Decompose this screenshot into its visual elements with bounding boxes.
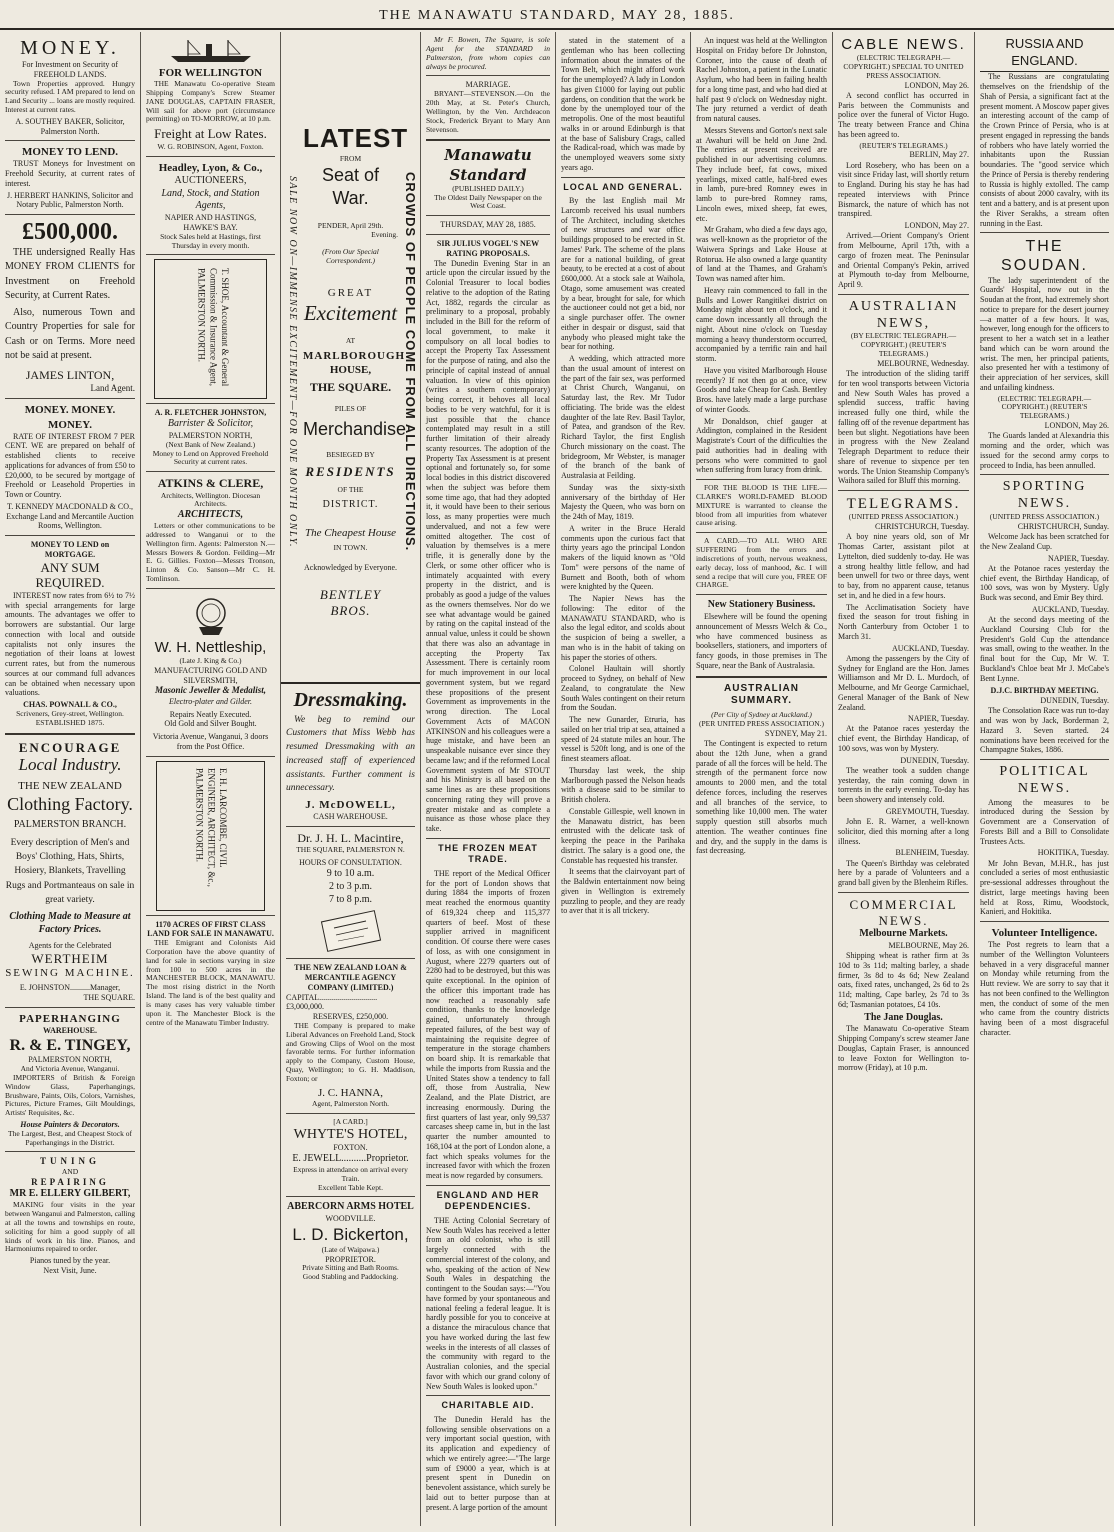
colonel: Colonel Haultain will shortly proceed to Sydney, on behalf of New Zealand, to congratulate the New South Wales contingent on their return from the Soudan.	[561, 664, 685, 713]
acres: 1170 ACRES OF FIRST CLASS LAND FOR SALE IN MANAWATU.	[147, 919, 274, 939]
atkins: ATKINS & CLERE,	[157, 476, 264, 491]
sp-auck-body: At the second days meeting of the Auckland Coursing Club for the President's Gold Cup the attendance was small, owing to the weather. In the final bout for the Cup, Mr W. T. Buckland's Chloe beat Mr J. McCabe's Bent Lynne.	[980, 615, 1109, 683]
acres-body: THE Emigrant and Colonists Aid Corporation have the above quantity of land for sale in sections varying in size from 100 to 500 acres in the MANCHESTER BLOCK, MANAWATU. The most rising district in the North Island. The land is of the best quality and is many cases has very valuable timber upon it. The Manchester Block is the centre of the Manawatu Timber Industry.	[146, 938, 275, 1027]
jewellery-icon	[181, 593, 241, 637]
column-1	[0, 32, 140, 1526]
bruce-herald: A writer in the Bruce Herald comments upon the curious fact that thirty years ago the principal London makers of the liquid known as "Old Tom" were persons of the name of Burnett and Booth, both of whom were knighted by the Queen.	[561, 523, 685, 592]
russia-body: The Russians are congratulating themselves on the friendship of the Shah of Persia, a significant fact at the present moment. A Moscow paper gives an interesting account of the camp of the Crown Prince of Persia, who is at present engaged in repressing the bands of robbers who have lately worried the inhabitants upon the Russian boundaries. The "good service which the Prince of Persia is thereby rendering to Russia is highly extolled. The camp consists of about 2000 cavalry, with its tent and a battery, and is at present upon the River Serakhs, a stream often running in the East.	[980, 72, 1109, 228]
aust-news-sub: (BY ELECTRIC TELEGRAPH.—COPYRIGHT.) (REUTER'S TELEGRAMS.)	[850, 331, 957, 359]
branch-body: Every description of Men's and Boys' Clothing, Hats, Shirts, Hosiery, Blankets, Travelling Rugs and Portmanteaus on sale in great variety.	[5, 837, 135, 905]
reserves: RESERVES, £250,000.	[312, 1012, 389, 1022]
mfg: MANUFACTURING GOLD AND SILVERSMITH,	[154, 665, 267, 685]
money-heading: MONEY.	[20, 37, 120, 59]
sporting-news: SPORTING NEWS.	[1002, 479, 1087, 512]
larcombe-card	[156, 761, 265, 911]
repairs: Repairs Neatly Executed.	[169, 709, 252, 719]
larcombe-card-text: E. H. LARCOMBE, CIVIL ENGINEER, ARCHITECT, &c., PALMERSTON NORTH.	[194, 767, 229, 887]
visiting-card-icon	[316, 908, 386, 954]
seat-of-war: Seat of War.	[321, 165, 380, 209]
tingey: R. & E. TINGEY,	[9, 1037, 131, 1055]
residents: RESIDENTS	[305, 463, 396, 479]
stationery-body: Elsewhere will be found the opening announcement of Messrs Welch & Co., who have commenced business as booksellers, stationers, and importers of fancy goods, in those premises in The Square, near the Bank of Australasia.	[696, 612, 827, 670]
soudan-sub: (ELECTRIC TELEGRAPH.—COPYRIGHT.) (REUTER'S TELEGRAMS.)	[997, 393, 1092, 421]
sp-napier: NAPIER, Tuesday.	[1047, 553, 1109, 563]
cash-warehouse: CASH WAREHOUSE.	[313, 812, 388, 822]
wertheim: WERTHEIM	[31, 950, 109, 966]
from: FROM	[339, 154, 362, 164]
donaldson: Mr Donaldson, chief gauger at Addington, complained in the Resident Magistrate's Court of the difficulties the paid authorities had in dealing with persons who were committed to gaol when suffering from luracy from drink.	[696, 416, 827, 475]
old-gold: Old Gold and Silver Bought.	[164, 719, 257, 729]
lend-heading: MONEY TO LEND.	[21, 146, 119, 159]
pownall: CHAS. POWNALL & CO.,	[23, 700, 117, 710]
linton: JAMES LINTON,	[25, 367, 115, 382]
volunteer-body: The Post regrets to learn that a number of the Wellington Volunteers behaved in a very disgraceful manner on Monday while returning from the Hutt review. We are sorry to say that it has not been confined to the Wellington men, the conduct of some of the men who came from the country districts having been of a most disgraceful character.	[980, 940, 1109, 1037]
acclimatisation: The Acclimatisation Society have fixed the season for trout fishing in North Canterbury from October 1 to March 31.	[838, 602, 969, 641]
gilbert: MR E. ELLERY GILBERT,	[9, 1188, 131, 1200]
blenheim-body: The Queen's Birthday was celebrated here by a parade of Volunteers and a grand ball given by the Blenheim Rifles.	[838, 858, 969, 888]
hankins: J. HERBERT HANKINS, Solicitor and Notary Public, Palmerston North.	[6, 190, 134, 210]
electro: Electro-plater and Gilder.	[168, 696, 253, 706]
great: GREAT	[327, 286, 374, 299]
house: HOUSE,	[329, 364, 372, 377]
at: AT	[345, 335, 356, 345]
napier-news: The Napier News has the following: The editor of the MANAWATU STANDARD, who is also the legal editor, and scolds about the suspicion of being a sweller, a man who is in the habit of taking on his paper the stories of others.	[561, 594, 685, 662]
sp-auck: AUCKLAND, Tuesday.	[1031, 604, 1109, 614]
agents: Agents for the Celebrated	[28, 940, 112, 950]
atkins-body: Letters or other communications to be addressed to Wanganui or to the Wellington firm. Agents: Palmerston N.—Messrs Bowers & Gordon. Feilding—Mr E. G. Gillies. Foxton—Messrs Tronson, Linton & Co. Sanson—Mr C. H. Tomlinson.	[146, 521, 275, 584]
masthead: THE MANAWATU STANDARD, MAY 28, 1885.	[0, 0, 1114, 30]
fletcher-note: (Next Bank of New Zealand.)	[165, 439, 256, 449]
waipawa: (Late of Waipawa.)	[321, 1244, 380, 1254]
pianos: Pianos tuned by the year.	[29, 1256, 111, 1266]
money3-heading: MONEY. MONEY. MONEY.	[24, 404, 116, 431]
architects: ARCHITECTS,	[177, 509, 244, 521]
column-4	[421, 32, 555, 1526]
nz-heading: THE NEW ZEALAND	[18, 780, 122, 793]
loan-company: THE NEW ZEALAND LOAN & MERCANTILE AGENCY COMPANY (LIMITED.)	[294, 963, 407, 992]
repairing: REPAIRING	[31, 1176, 109, 1187]
stabling: Good Stabling and Paddocking.	[302, 1272, 399, 1282]
doctor: Dr. J. H. L. Macintire,	[297, 831, 404, 846]
russia-england: RUSSIA AND ENGLAND.	[980, 36, 1109, 72]
cable-body: A second conflict has occurred in Paris between the Communists and police over the funeral of Victor Hugo. The treaty between France and China has been agreed to.	[838, 90, 969, 139]
sp-napier-body: At the Potanoe races yesterday the chief event, the Birthday Handicap, of 100 sovs, was won by Mystery. Ugly Buck was second, and Emir Bey third.	[980, 563, 1109, 603]
napier-tel: NAPIER, Tuesday.	[907, 714, 969, 724]
oldest-paper: The Oldest Daily Newspaper on the West Coast.	[434, 192, 542, 211]
aust-body: The Contingent is expected to return about the 12th June, when a grand parade of all the forces will be held. The strength of the permanent force now amounts to 2000 men, and the total defence forces, including the reserves and all branches of the service, to something like 10,000 men. The water supply question still absorbs much attention. The weather continues fine and dry, and the supply in the dams is fast decreasing.	[696, 739, 827, 856]
fletcher-loc: PALMERSTON NORTH,	[168, 430, 253, 440]
bentley-ad	[281, 32, 420, 682]
published-daily: (PUBLISHED DAILY.)	[452, 183, 524, 193]
the-square: THE SQUARE.	[309, 379, 392, 394]
auckland: AUCKLAND, Tuesday.	[891, 643, 969, 653]
marlborough: MARLBOROUGH	[303, 350, 406, 363]
warehouse: WAREHOUSE.	[42, 1026, 97, 1036]
barrister: Barrister & Solicitor,	[167, 418, 254, 430]
piles: PILES OF	[334, 403, 367, 413]
dunedin: DUNEDIN, Tuesday.	[900, 755, 969, 765]
lend-body: TRUST Moneys for Investment on Freehold Security, at current rates of interest.	[5, 159, 135, 188]
inquest: An inquest was held at the Wellington Hospital on Friday before Dr Johnston, Coroner, into the cause of death of Rachel Johnston, a patient in the Lunatic Asylum, who had been in failing health for a long time past, and who had died at half past 9 o'clock on Wednesday night. The jury returned a verdict of death from natural causes.	[696, 36, 827, 123]
dress-body: We beg to remind our Customers that Miss Webb has resumed Dressmaking with an increased staff of experienced assistants. Further comment is unnecessary.	[286, 714, 415, 794]
district: DISTRICT.	[322, 499, 379, 511]
amount-heading: £500,000.	[22, 219, 118, 246]
stock-sales: Stock Sales held at Hastings, first Thursday in every month.	[160, 231, 261, 250]
greymouth: GREYMOUTH, Tuesday.	[885, 806, 969, 816]
cable-sub: (ELECTRIC TELEGRAPH.—COPYRIGHT.) SPECIAL TO UNITED PRESS ASSOCIATION.	[843, 53, 964, 80]
mortgage: MONEY TO LEND on MORTGAGE.	[30, 540, 110, 559]
proprietor: PROPRIETOR.	[325, 1254, 376, 1264]
gilbert-body: MAKING four visits in the year between Wanganui and Palmerston, calling at all the towns and townships en route, soliciting for him a good supply of all kinds of work in his line. Pianos, and Harmoniums repaired to order.	[5, 1200, 135, 1254]
commercial-news: COMMERCIAL NEWS.	[849, 896, 958, 928]
steamer-icon	[166, 38, 256, 64]
house-painters: House Painters & Decorators.	[20, 1120, 120, 1130]
linton-role: Land Agent.	[90, 382, 135, 393]
kennedy: T. KENNEDY MACDONALD & CO., Exchange Land and Mercantile Auction Rooms, Wellington.	[6, 501, 134, 531]
column-3	[281, 32, 420, 1526]
melbourne: MELBOURNE, Wednesday.	[877, 358, 969, 368]
headley: Headley, Lyon, & Co.,	[158, 161, 263, 174]
abercorn: ABERCORN ARMS HOTEL	[287, 1201, 414, 1213]
tel-sub: (UNITED PRESS ASSOCIATION.)	[848, 512, 959, 522]
express: Express in attendance on arrival every Train.	[293, 1164, 408, 1183]
stationery-heading: New Stationery Business.	[707, 599, 816, 611]
issue-date: THURSDAY, MAY 28, 1885.	[440, 220, 536, 230]
branch: PALMERSTON BRANCH.	[13, 819, 127, 831]
amount-body-2: Also, numerous Town and Country Properties for sale for Cash or on Terms. More need not be said at present.	[5, 306, 135, 362]
sewing: SEWING MACHINE.	[5, 967, 135, 980]
disease: Thursday last week, the ship Marlborough passed the Nelson heads with a disease said to be similar to British cholera.	[561, 765, 685, 805]
marriage-heading: MARRIAGE.	[465, 80, 511, 90]
and: AND	[61, 1166, 79, 1176]
djc-date: DUNEDIN, Tuesday.	[1040, 696, 1109, 706]
cable-news: CABLE NEWS.	[841, 36, 966, 53]
cable-london: LONDON, May 26.	[904, 80, 969, 90]
political-news: POLITICAL NEWS.	[999, 764, 1090, 796]
charitable-heading: CHARITABLE AID.	[441, 1400, 535, 1411]
aust-sub: (Per City of Sydney at Auckland.)	[711, 710, 812, 720]
aust-press: (PER UNITED PRESS ASSOCIATION.)	[698, 719, 824, 729]
atkins-sub: Architects, Wellington. Diocesan Architects.	[160, 490, 261, 509]
birthday: Sunday was the sixty-sixth anniversary of the birthday of Her Majesty the Queen, who was born on the 24th of May, 1819.	[561, 482, 685, 522]
christchurch-body: A boy nine years old, son of Mr Thomas Carter, assistant pilot at Lyttelton, died suddenly to-day. He was a strong healthy little fellow, and had been unwell for two or three days, went to bay, from no apparent cause, tetanus set in, and he died in a few hours.	[838, 532, 969, 600]
blood-mixture: FOR THE BLOOD IS THE LIFE.—CLARKE'S WORLD-FAMED BLOOD MIXTURE is warranted to cleanse the blood from all impurities from whatever cause arising.	[696, 483, 827, 528]
hanna-loc: Agent, Palmerston North.	[311, 1098, 390, 1108]
capital: CAPITAL.............................£3,000,000.	[286, 992, 378, 1012]
column-5	[556, 32, 690, 1526]
any-sum: ANY SUM REQUIRED.	[35, 559, 105, 591]
nettleship-sub: (Late J. King & Co.)	[179, 656, 242, 665]
excitement: Excitement	[303, 300, 398, 325]
hokitika-body: Mr John Bevan, M.H.R., has just concluded a series of most enthusiastic pre-sessional addresses throughout the district, large meetings having been held at Ross, Rimu, Woodstock, Kanieri, and Hokitika.	[980, 858, 1109, 917]
marlborough-notice: Have you visited Marlborough House recently? If not then go at once, view Goods and take Cheap for Cash. Bentley Bros. have lately made a large purchase of winter Goods.	[696, 365, 827, 414]
of-the: OF THE	[337, 485, 364, 495]
wedding: A wedding, which attracted more than the usual amount of interest on the part of the fair sex, was performed at Christ Church, Wanganui, on Saturday last, the Rev. Mr Tudor officiating. The bride was the eldest daughter of the late Rev. Basil Taylor, of Patea, and grandson of the Rev. Richard Taylor, the first English Church missionary on the coast. The bridegroom, Mr Webster, is manager of the branch of the bank of Australasia at Feilding.	[561, 354, 685, 481]
dressmaking: Dressmaking.	[293, 689, 408, 711]
soudan-body: The lady superintendent of the Guards' Hospital, now out in the Soudan at the front, had extremely short notice to prepare for the desert journey—a matter of a few hours. It was, however, long enough for the officers to present to her a watch set in a leather band which can be worn around the wrist. The men, her principal patients, also presented her with a testimony of their appreciation of her services, skill and unfailing kindness.	[980, 275, 1109, 392]
marriage-body: BRYANT—STEVENSON.—On the 20th May, at St. Peter's Church, Wellington, by the Ven. Archdeacon Stock, Frederick Bryant to Mary Ann Stevenson.	[426, 89, 550, 134]
sp-christ: CHRISTCHURCH, Sunday.	[1017, 521, 1109, 531]
djc-body: The Consolation Race was run to-day and was won by Jack, Borderman 2, Hazard 3. Seven started. 24 nominations have been received for the Champagne Stakes, 1886.	[980, 706, 1109, 755]
ship-body: THE Manawatu Co-operative Steam Shipping Company's Screw Steamer JANE DOUGLAS, CAPTAIN FRASER, Will sail for above port (circumstance permitting) on TO-MORROW, at 10 p.m.	[146, 79, 275, 124]
whytes-hotel: WHYTE'S HOTEL,	[293, 1126, 408, 1142]
any-body: INTEREST now rates from 6½ to 7½ with special arrangements for large amounts. The advantages we offer to borrowers are substantial. Our large connection with local and outside capitalists not only insures the negotiation of their loans at lowest current rates, but from the numerous sources at our command full advances can be obtained when necessary upon valuations.	[5, 590, 135, 698]
aust-sydney: SYDNEY, May 21.	[764, 728, 827, 738]
local-industry: Local Industry.	[18, 755, 122, 775]
money-sub: For Investment on Security of FREEHOLD LANDS.	[22, 60, 118, 79]
baker: A. SOUTHEY BAKER, Solicitor, Palmerston North.	[15, 116, 125, 136]
auckland-body: Among the passengers by the City of Sydney for England are the Hon. James Williamson and Mr D. L. Murdoch, of Melbourne, and Mr George Carmichael, General Manager of the Bank of New Zealand.	[838, 653, 969, 712]
london-2-body: Arrived.—Orient Company's Orient from Melbourne, April 17th, with a cargo of frozen meat. The Peninsular and Oriental Company's Pekin, arrived at Plymouth to-day from Melbourne, April 9.	[838, 231, 969, 290]
hawkes-bay: HAWKE'S BAY.	[183, 222, 238, 232]
latest: LATEST	[303, 123, 409, 153]
australian-news: AUSTRALIAN NEWS,	[848, 298, 959, 331]
doctor-loc: THE SQUARE, PALMERSTON N.	[296, 845, 405, 855]
local-heading: LOCAL AND GENERAL.	[563, 181, 683, 192]
political-body: Among the measures to be introduced during the Session by Government are a Conservation of Forests Bill and a Bill to Consolidate Trustees Acts.	[980, 797, 1109, 846]
hours-3: 7 to 8 p.m.	[328, 893, 373, 905]
paperhanging: PAPERHANGING	[19, 1013, 121, 1026]
hanna: J. C. HANNA,	[317, 1086, 384, 1099]
money3-body: RATE OF INTEREST FROM 7 PER CENT. WE are prepared on behalf of established clients to receive applications for advances of from £50 to £20,000, to be secured by mortgage of Freehold or Leasehold Properties in Town or Country.	[5, 431, 135, 500]
besieged: BESIEGED BY	[326, 449, 375, 459]
reuter: (REUTER'S TELEGRAMS.)	[859, 140, 948, 150]
column-6	[691, 32, 832, 1526]
in-town: IN TOWN.	[333, 542, 368, 552]
jane-body: The Manawatu Co-operative Steam Shipping Company's screw steamer Jane Douglas, Captain Fraser, is announced to leave Foxton for Wellington to-morrow (Friday), at 10 p.m.	[838, 1024, 969, 1073]
soudan: THE SOUDAN.	[1001, 238, 1088, 275]
jewell: E. JEWELL..........Proprietor.	[292, 1153, 409, 1165]
a-card: [A CARD.]	[333, 1116, 368, 1126]
mm-body: Shipping wheat is rather firm at 3s 10d to 3s 11d; malting barley, a shade firmer, 3s 8d to 4s 6d; New Zealand oats, fixed rates, unchanged, 2s 6d to 2s 11d; malting, Cape barley, 2s 7d to 3s 6d; Tasmanian potatoes, £4 10s.	[838, 951, 969, 1009]
card-advt: A CARD.—TO ALL WHO ARE SUFFERING from the errors and indiscretions of youth, nervous weakness, early decay, loss of manhood, &c. I will send a recipe that will cure you, FREE OF CHARGE.	[696, 536, 827, 590]
hours-2: 2 to 3 p.m.	[328, 880, 373, 892]
fletcher: A. R. FLETCHER JOHNSTON,	[154, 408, 267, 418]
berlin: BERLIN, May 27.	[909, 150, 969, 160]
correspondent: (From Our Special Correspondent.)	[322, 246, 379, 265]
hours-1: 9 to 10 a.m.	[326, 867, 375, 879]
encourage: ENCOURAGE	[18, 739, 122, 755]
private-rooms: Private Sitting and Bath Rooms.	[302, 1263, 399, 1273]
jane-douglas: The Jane Douglas.	[864, 1011, 943, 1023]
london-2: LONDON, May 27.	[904, 221, 969, 231]
table-kept: Excellent Table Kept.	[318, 1182, 383, 1192]
nettleship: W. H. Nettleship,	[154, 639, 267, 656]
clairvoyant: It seems that the clairvoyant part of the Baldwin entertainment now being given in Wellington is extremely puzzling to people, and they are ready to aver that it is all trickery.	[561, 867, 685, 916]
napier-tel-body: At the Patanoe races yesterday the chief event, the Birthday Handicap, of 100 sovs, was won by Mystery.	[838, 724, 969, 753]
melbourne-markets: Melbourne Markets.	[859, 928, 948, 940]
johnston: E. JOHNSTON..........Manager,	[19, 983, 121, 993]
importers: IMPORTERS of British & Foreign Window Glass, Paperhangings, Brushware, Paints, Oils, Colors, Varnishes, Pictures, Picture Frames, Gilt Mouldings, Artists' Requisites, &c.	[5, 1072, 135, 1118]
tingey-loc-2: And Victoria Avenue, Wanganui.	[20, 1063, 120, 1073]
england-body: THE Acting Colonial Secretary of New South Wales has received a letter from an old colonist, who is still largely connected with the commercial interest of the colony, and who, speaking of the action of New South Wales in despatching the contingent to the Soudan says:—"You have formed by your spontaneous and national feeling a federal league. It is hardly possible for you to conceive at a distance the miraculous chance that you have worked during the last few weeks in the interests of all classes of the community with regard to the Australian colonies, and the special favor with which our grand colony of New South Wales is looked upon."	[426, 1215, 550, 1391]
column-8	[975, 32, 1114, 1526]
johnston-square: THE SQUARE.	[83, 992, 135, 1002]
loan-body: THE Company is prepared to make Liberal Advances on Freehold Land, Stock and Growing Clips of Wool on the most favorable terms. For further information apply to the Company, Custom House, Quay, Wellington; to G. H. Maddison, Foxton; or	[286, 1020, 415, 1083]
tuning: TUNING	[39, 1156, 100, 1167]
foxton: FOXTON.	[333, 1143, 368, 1153]
gillespie: Constable Gillespie, well known in the Manawatu district, has been entrusted with the delicate task of keeping the peace in the Parihaka district. The salary is a good one, the Constable has requested his transfer.	[561, 806, 685, 865]
column-2	[141, 32, 280, 1526]
local-body: By the last English mail Mr Larcomb received his usual numbers of The Architect, including sketches of new structures and war office buildings proposed to be erected in St. James' Park. The scheme of the plans are for a national building, of great beauty, to be erected at a cost of about £600,000. At a stock sale at Waihola, Otago, some amusement was created by a bear, brought for sale, for which the auctioneer could not get a bid, nor a single purchaser offer. The owner either in despair or disgust, said that anybody who pleased might take the bear for nothing.	[561, 196, 685, 352]
bentley: BENTLEY BROS.	[319, 586, 382, 619]
freight: Freight at Low Rates.	[154, 126, 267, 142]
acknowledged: Acknowledged by Everyone.	[303, 562, 398, 572]
melbourne-body: The introduction of the sliding tariff for ten wool transports between Victoria and New South Wales has proved a splendid success, traffic having increased fully one third, while the falling off of the revenue department has been but slight. Negotiations have been in progress with the New Zealand Telegraph Department to reduce their share of revenue to sixpence per ten words. The Union Steamship Company's Waihora sailed for Bluff this morning.	[838, 369, 969, 486]
graham: Mr Graham, who died a few days ago, was well-known as the proprietor of the Waiwera Springs and Lake House at Rotorua. He also owned a large quantity of land at the Thames, and Graham's Town was named after him.	[696, 225, 827, 283]
hokitika: HOKITIKA, Tuesday.	[1037, 848, 1109, 858]
napier: NAPIER AND HASTINGS,	[164, 213, 257, 223]
greymouth-body: John E. R. Warner, a well-known solicitor, died this morning after a long illness.	[838, 817, 969, 846]
next-visit: Next Visit, June.	[43, 1265, 97, 1275]
pender: PENDER, April 29th.	[317, 221, 384, 231]
masonic: Masonic Jeweller & Medalist,	[155, 685, 266, 696]
telegrams: TELEGRAMS.	[846, 496, 961, 513]
agent-notice: Mr F. Bowen, The Square, is sole Agent for the STANDARD in Palmerston, from whom copies can always be procured.	[426, 35, 550, 71]
soudan-london-body: The Guards landed at Alexandria this morning and the order, which was issued for the second army corps to proceed to India, has been annulled.	[980, 431, 1109, 470]
dunedin-body: The weather took a sudden change yesterday, the rain coming down in torrents in the early evening. To-day has been showery and intensely cold.	[838, 765, 969, 805]
for-wellington: FOR WELLINGTON	[158, 67, 263, 79]
land-agents: Land, Stock, and Station Agents,	[161, 187, 260, 212]
clothing-factory: Clothing Factory.	[7, 793, 133, 814]
frozen-heading: THE FROZEN MEAT TRADE.	[438, 842, 538, 865]
england-heading: ENGLAND AND HER DEPENDENCIES.	[436, 1189, 540, 1212]
banner-right: CROWDS OF PEOPLE COME FROM ALL DIRECTIONS.	[403, 172, 418, 552]
sp-christ-body: Welcome Jack has been scratched for the New Zealand Cup.	[980, 532, 1109, 551]
awahuri-sale: Messrs Stevens and Gorton's next sale at Awahuri will be held on June 2nd. The entries at present received are published in our advertising columns. They include beef, fat cows, mixed yearlings, mixed cattle, half-bred ewes in lamb, pure-bred Romney ewes in lamb to pure-bred Romney rams, Lincoln ewes, mixed sheep, fat ewes, etc.	[696, 125, 827, 223]
volunteer-heading: Volunteer Intelligence.	[991, 927, 1098, 940]
paper-title: Manawatu Standard	[444, 146, 532, 184]
money-body: Town Properties approved. Hungry security refused. I AM prepared to lend on Land Security ... loans are mostly required. Interest at current rates.	[5, 78, 135, 115]
auctioneers: AUCTIONEERS,	[174, 174, 247, 186]
column-7	[833, 32, 974, 1526]
pownall-2: Scriveners, Grey-street, Wellington. ESTABLISHED 1875.	[16, 708, 124, 727]
christchurch: CHRISTCHURCH, Tuesday.	[875, 522, 969, 532]
mcdowell: J. McDOWELL,	[305, 799, 396, 812]
blenheim: BLENHEIM, Tuesday.	[895, 848, 969, 858]
tingey-loc: PALMERSTON NORTH,	[28, 1055, 112, 1065]
djc-heading: D.J.C. BIRTHDAY MEETING.	[990, 686, 1099, 696]
banner-left: SALE NOW ON—IMMENSE EXCITEMENT—FOR ONE MONTH ONLY.	[286, 176, 298, 548]
mm-date: MELBOURNE, May 26.	[888, 940, 969, 950]
charitable-body: The Dunedin Herald has the following sensible observations on a very important social question, with its application and expediency of which we entirely agree:—"The large sum of £9000 a year, which is at present spent in Dunedin on benevolent assistance, which surely be laid out to better purpose than at present. A large portion of the amount	[426, 1414, 550, 1512]
amount-body: THE undersigned Really Has MONEY FROM CLIENTS for Investment on Freehold Security, at Current Rates.	[5, 246, 135, 302]
robinson: W. G. ROBINSON, Agent, Foxton.	[157, 141, 264, 151]
australian-summary: AUSTRALIAN SUMMARY.	[724, 682, 799, 707]
vogel-heading: SIR JULIUS VOGEL'S NEW RATING PROPOSALS.	[436, 239, 540, 258]
shoe-card	[154, 259, 267, 399]
hours: HOURS OF CONSULTATION.	[299, 858, 402, 868]
made-to-measure: Clothing Made to Measure at Factory Prices.	[9, 911, 131, 935]
stock: The Largest, Best, and Cheapest Stock of Paperhangings in the District.	[8, 1128, 132, 1147]
fletcher-body: Money to Lend on Approved Freehold Security at current rates.	[152, 448, 269, 467]
heavy-rain: Heavy rain commenced to fall in the Bulls and Lower Rangitikei district on Monday night about ten o'clock, and it came down incessantly all through the night. About nine o'clock on Tuesday morning a heavy thunderstorm occurred, accompanied by a terrific rain and hail storm.	[696, 285, 827, 363]
vogel-body: The Dunedin Evening Star in an article upon the circular issued by the Colonial Treasurer to local bodies relative to the adoption of the Rating Act, 1882, regards the circular as preliminary to a proposal, probably included in the Bill for the reform of local government, to make it compulsory on all local bodies to accept the Property Tax Assessment for the purpose of rating, and also the principle of capital instead of annual valuation. In view of this opinion (writes a southern contemporary) being correct, it behoves all local bodies to be very watchful, for it is just possible that the chance contemplated may result in a still further limitation of their already scanty resources. The adoption of the Property Tax Assessment is at present optional and fortunately so, for some local bodies in this district discovered when the subject was before them some time ago, that had they adopted it, it would have been to their serious loss, as many properties were much undervalued, and not a few were omitted altogether. The cost of valuation by themselves is a mere trifle, it is generally done by the Clerk, or some other officer who is intimately acquainted with every property in the district, and is probably as good a judge of the values as the owners themselves. Nor do we see what advantage would be gained by rating on the capital instead of the annual value, unless it could be shown that there was also an advantage in accepting the Property Tax Assessment. There is certainly room for much improvement in our local government system, but we regard these propositions of the present Government as improvements in the wrong direction. The Local Government Acts of MACON ATKINSON and his colleagues were a huge mistake, and have been an unspeakable nuisance ever since they became law; and if the reformed Local Government system of Mr STOUT and his Ministry is all based on the same lines as are these propositions concerning rating they will prove a greater mistake and as complete a nuisance as those whose place they take.	[426, 258, 550, 833]
shoe-card-text: T. SHOE, Accountant & General Commission & Insurance Agent, PALMERSTON NORTH.	[196, 268, 231, 387]
victoria: Victoria Avenue, Wanganui, 3 doors from the Post Office.	[152, 732, 269, 751]
top-body: stated in the statement of a gentleman who has been collecting information about the inmates of the Town Belt, which might afford work for the unemployed? A lady in London has given £1000 for laying out public gardens, on condition that the work be done by the unemployed tour of the metropolis. One of the most beautiful walks in or around Edinburgh is that at the base of Salisbury Crags, called the Radical-road, which was made by the unemployed weavers some sixty years ago.	[561, 36, 685, 172]
steamer: The new Gunarder, Etruria, has sailed on her trial trip at sea, attained a speed of 24 statute miles an hour. The vessel is 520ft long, and is one of the finest steamers afloat.	[561, 715, 685, 764]
soudan-london: LONDON, May 26.	[1044, 421, 1109, 431]
bickerton: L. D. Bickerton,	[292, 1224, 409, 1244]
sporting-sub: (UNITED PRESS ASSOCIATION.)	[989, 511, 1100, 521]
frozen-body: THE report of the Medical Officer for the port of London shows that during 1884 the imports of frozen meat reached the enormous quantity of 619,324 cheep and 115,377 quarters of beef. Most of these supplier arrived in magnificent condition. Of course there were cases of loss, as with one consignment in August, where 2279 quarters out of 2280 had to be destroyed, but this was quite exceptional. In the opinion of the officer this important trade has now reached a reasonably safe condition, thanks to the knowledge gained, unfortunately through repeated failures, of the best way of maintaining the requisite degree of temperature in the storage chambers on board ship. It is remarkable that while the imports from Russia and the United States show a tendency to fall off, those from Australia, New Zealand, and the Plate District, are increasing enormously. During the first quarters of last year, only 99,537 carcases sheep came in, but in the last quarter the number amounted to 168,104 at the port of London alone, a fact which speaks volumes for the increased favor with which the frozen meat is now regarded by consumers.	[426, 868, 550, 1181]
woodville: WOODVILLE.	[325, 1214, 376, 1224]
cheapest: The Cheapest House	[304, 526, 397, 539]
berlin-body: Lord Rosebery, who has been on a visit since Friday last, will shortly return to England. During his stay he has had repeated interviews with Prince Bismarck, the nature of which has not transpired.	[838, 160, 969, 219]
merchandise: Merchandise	[303, 418, 407, 439]
evening: Evening.	[371, 230, 398, 240]
